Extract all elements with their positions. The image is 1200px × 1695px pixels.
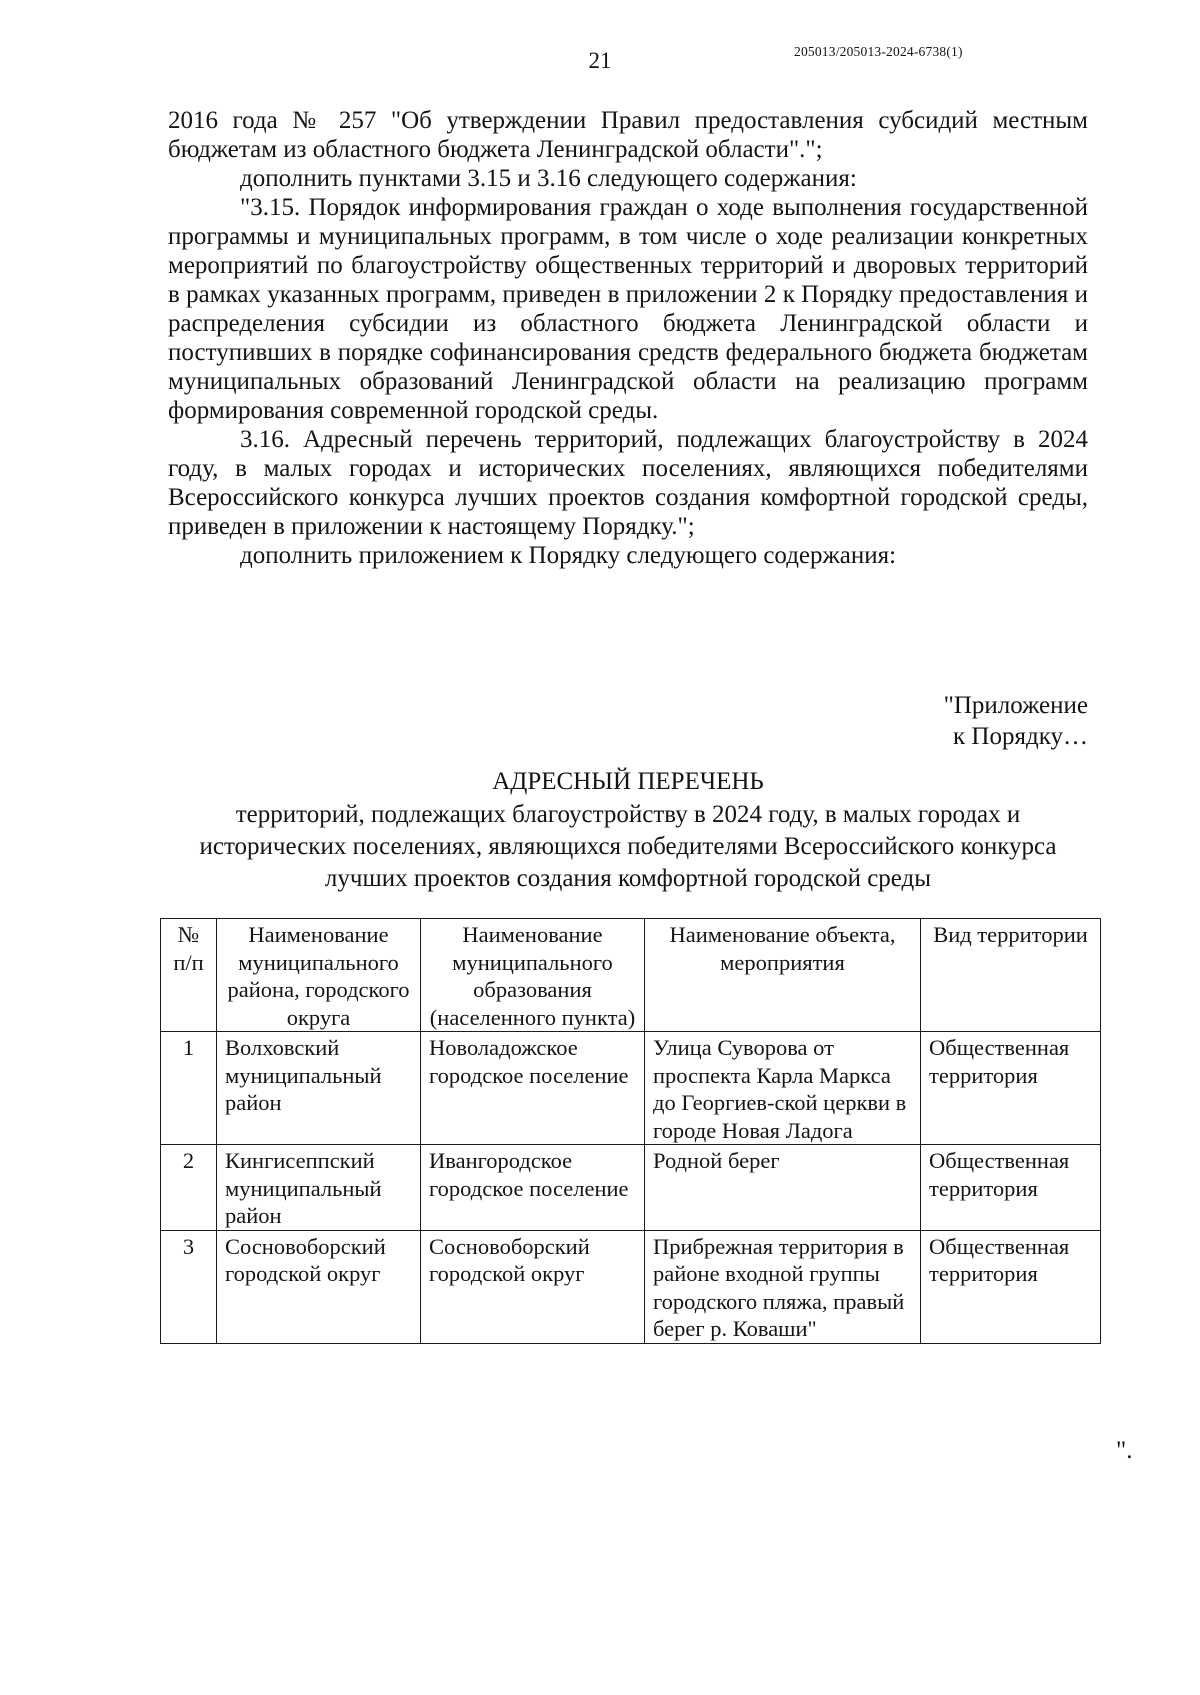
- cell-municipality: Новоладожское городское поселение: [421, 1032, 645, 1145]
- page-number: 21: [588, 48, 612, 73]
- header-number: № п/п: [161, 919, 217, 1032]
- table-row: [161, 1032, 1101, 1145]
- cell-object: Родной берег: [645, 1145, 921, 1231]
- header-district: Наименование муниципального района, городского округа: [217, 919, 421, 1032]
- table-row: [161, 1230, 1101, 1343]
- cell-number: 3: [161, 1230, 217, 1343]
- cell-territory-type: Общественная территория: [921, 1145, 1101, 1231]
- paragraph-2: дополнить пунктами 3.15 и 3.16 следующего содержания:: [240, 165, 857, 192]
- cell-district: Кингисеппский муниципальный район: [217, 1145, 421, 1231]
- cell-number: 2: [161, 1145, 217, 1231]
- cell-object: Прибрежная территория в районе входной группы городского пляжа, правый берег р. Коваши": [645, 1230, 921, 1343]
- body-text: [168, 106, 1088, 570]
- list-subtitle: территорий, подлежащих благоустройству в 2024 году, в малых городах и исторических поселениях, являющихся победителями Всероссийского конкурса лучших проектов создания комфортной городской среды: [199, 801, 1057, 892]
- cell-municipality: Сосновоборский городской округ: [421, 1230, 645, 1343]
- appendix-line-2: к Порядку…: [953, 723, 1088, 750]
- closing-quote: ".: [1116, 1437, 1133, 1464]
- table-header-row: [161, 919, 1101, 1032]
- cell-object: Улица Суворова от проспекта Карла Маркса до Георгиев-ской церкви в городе Новая Ладога: [645, 1032, 921, 1145]
- cell-territory-type: Общественная территория: [921, 1032, 1101, 1145]
- document-id: 205013/205013-2024-6738(1): [794, 44, 963, 59]
- header-municipality: Наименование муниципального образования (населенного пункта): [421, 919, 645, 1032]
- cell-territory-type: Общественная территория: [921, 1230, 1101, 1343]
- appendix-line-1: "Приложение: [943, 692, 1088, 719]
- appendix-note: [944, 690, 1088, 752]
- cell-district: Волховский муниципальный район: [217, 1032, 421, 1145]
- paragraph-5: дополнить приложением к Порядку следующего содержания:: [240, 542, 897, 569]
- cell-municipality: Ивангородское городское поселение: [421, 1145, 645, 1231]
- header-territory-type: Вид территории: [921, 919, 1101, 1032]
- address-table: [160, 918, 1101, 1344]
- paragraph-1: 2016 года № 257 "Об утверждении Правил предоставления субсидий местным бюджетам из областного бюджета Ленинградской области".";: [168, 107, 1088, 163]
- cell-number: 1: [161, 1032, 217, 1145]
- table-row: [161, 1145, 1101, 1231]
- list-title: АДРЕСНЫЙ ПЕРЕЧЕНЬ: [492, 768, 764, 795]
- cell-district: Сосновоборский городской округ: [217, 1230, 421, 1343]
- header-object: Наименование объекта, мероприятия: [645, 919, 921, 1032]
- paragraph-4: 3.16. Адресный перечень территорий, подлежащих благоустройству в 2024 году, в малых городах и исторических поселениях, являющихся победителями Всероссийского конкурса лучших проектов создания комфортной городской среды, приведен в приложении к настоящему Порядку.";: [168, 426, 1088, 540]
- paragraph-3: "3.15. Порядок информирования граждан о ходе выполнения государственной программы и муниципальных программ, в том числе о ходе реализации конкретных мероприятий по благоустройству общественных территорий и дворовых территорий в рамках указанных программ, приведен в приложении 2 к Порядку предоставления и распределения субсидии из областного бюджета Ленинградской области и поступивших в порядке софинансирования средств федерального бюджета бюджетам муниципальных образований Ленинградской области на реализацию программ формирования современной городской среды.: [168, 194, 1088, 424]
